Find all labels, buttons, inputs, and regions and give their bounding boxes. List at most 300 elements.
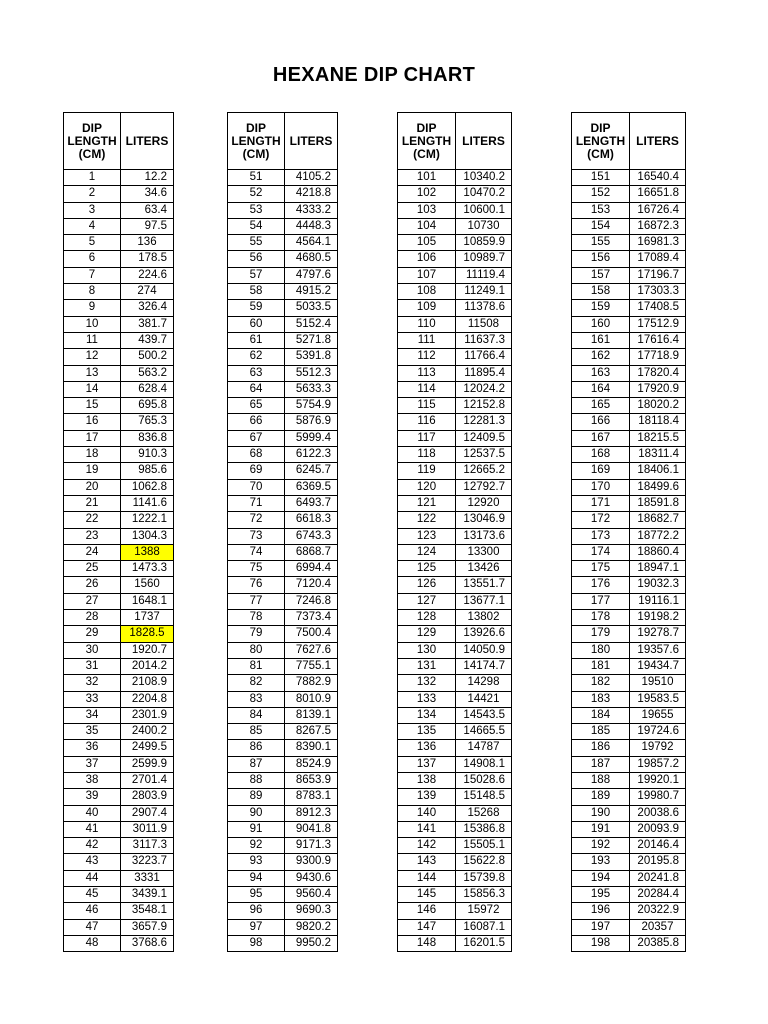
liters-cell: 13300 bbox=[456, 544, 512, 560]
dip-length-cell: 110 bbox=[398, 316, 456, 332]
table-row bbox=[398, 805, 512, 821]
table-row bbox=[228, 658, 338, 674]
table-row bbox=[64, 642, 174, 658]
table-row bbox=[64, 919, 174, 935]
liters-cell: 628.4 bbox=[121, 381, 174, 397]
table-row bbox=[64, 316, 174, 332]
table-row bbox=[64, 267, 174, 283]
dip-length-cell: 63 bbox=[228, 365, 285, 381]
table-row bbox=[398, 381, 512, 397]
liters-cell: 17089.4 bbox=[630, 251, 686, 267]
dip-length-cell: 46 bbox=[64, 903, 121, 919]
liters-cell: 15268 bbox=[456, 805, 512, 821]
liters-cell: 16540.4 bbox=[630, 170, 686, 186]
liters-cell: 34.6 bbox=[121, 186, 174, 202]
liters-cell: 15856.3 bbox=[456, 887, 512, 903]
table-row bbox=[228, 365, 338, 381]
liters-cell: 19032.3 bbox=[630, 577, 686, 593]
table-row bbox=[228, 235, 338, 251]
dip-length-cell: 8 bbox=[64, 284, 121, 300]
table-row bbox=[398, 463, 512, 479]
liters-cell: 5754.9 bbox=[285, 398, 338, 414]
table-row bbox=[228, 610, 338, 626]
liters-cell: 9950.2 bbox=[285, 935, 338, 951]
liters-cell: 20146.4 bbox=[630, 838, 686, 854]
table-row bbox=[64, 675, 174, 691]
dip-length-cell: 196 bbox=[572, 903, 630, 919]
liters-cell: 3439.1 bbox=[121, 887, 174, 903]
table-row bbox=[64, 381, 174, 397]
dip-length-cell: 113 bbox=[398, 365, 456, 381]
table-row bbox=[398, 251, 512, 267]
dip-length-cell: 178 bbox=[572, 610, 630, 626]
table-row bbox=[64, 479, 174, 495]
table-row bbox=[572, 170, 686, 186]
liters-cell: 3117.3 bbox=[121, 838, 174, 854]
dip-length-cell: 158 bbox=[572, 284, 630, 300]
liters-cell: 12792.7 bbox=[456, 479, 512, 495]
liters-cell-highlighted: 1388 bbox=[121, 544, 174, 560]
dip-length-cell: 22 bbox=[64, 512, 121, 528]
dip-length-cell: 21 bbox=[64, 495, 121, 511]
table-row bbox=[398, 398, 512, 414]
table-row bbox=[228, 349, 338, 365]
table-row bbox=[572, 805, 686, 821]
dip-length-cell: 5 bbox=[64, 235, 121, 251]
table-row bbox=[64, 838, 174, 854]
table-row bbox=[572, 479, 686, 495]
dip-length-cell: 114 bbox=[398, 381, 456, 397]
table-row bbox=[228, 332, 338, 348]
dip-length-cell: 29 bbox=[64, 626, 121, 642]
table-row bbox=[398, 658, 512, 674]
table-row bbox=[228, 414, 338, 430]
liters-cell: 15148.5 bbox=[456, 789, 512, 805]
dip-length-cell: 141 bbox=[398, 821, 456, 837]
dip-length-cell: 16 bbox=[64, 414, 121, 430]
liters-cell: 10470.2 bbox=[456, 186, 512, 202]
dip-length-cell: 164 bbox=[572, 381, 630, 397]
liters-cell: 97.5 bbox=[121, 218, 174, 234]
table-row bbox=[228, 512, 338, 528]
dip-length-cell: 30 bbox=[64, 642, 121, 658]
dip-length-cell: 43 bbox=[64, 854, 121, 870]
liters-cell: 2400.2 bbox=[121, 724, 174, 740]
dip-length-cell: 4 bbox=[64, 218, 121, 234]
table-row bbox=[64, 512, 174, 528]
liters-cell: 1222.1 bbox=[121, 512, 174, 528]
dip-length-cell: 140 bbox=[398, 805, 456, 821]
dip-length-cell: 97 bbox=[228, 919, 285, 935]
liters-cell: 9041.8 bbox=[285, 821, 338, 837]
dip-length-cell: 180 bbox=[572, 642, 630, 658]
table-row bbox=[398, 479, 512, 495]
liters-cell: 15972 bbox=[456, 903, 512, 919]
dip-length-cell: 147 bbox=[398, 919, 456, 935]
liters-cell: 2907.4 bbox=[121, 805, 174, 821]
table-row bbox=[228, 642, 338, 658]
dip-length-cell: 171 bbox=[572, 495, 630, 511]
liters-cell: 10730 bbox=[456, 218, 512, 234]
liters-cell: 17196.7 bbox=[630, 267, 686, 283]
table-row bbox=[572, 919, 686, 935]
dip-length-cell: 66 bbox=[228, 414, 285, 430]
table-row bbox=[572, 202, 686, 218]
dip-length-cell: 60 bbox=[228, 316, 285, 332]
table-row bbox=[228, 870, 338, 886]
dip-length-cell: 135 bbox=[398, 724, 456, 740]
table-row bbox=[572, 561, 686, 577]
liters-cell: 910.3 bbox=[121, 447, 174, 463]
dip-length-cell: 83 bbox=[228, 691, 285, 707]
dip-length-cell: 42 bbox=[64, 838, 121, 854]
dip-length-cell: 52 bbox=[228, 186, 285, 202]
liters-cell: 985.6 bbox=[121, 463, 174, 479]
liters-cell: 8139.1 bbox=[285, 707, 338, 723]
liters-cell: 9171.3 bbox=[285, 838, 338, 854]
liters-cell: 15505.1 bbox=[456, 838, 512, 854]
table-row bbox=[572, 218, 686, 234]
liters-cell: 13551.7 bbox=[456, 577, 512, 593]
table-row bbox=[572, 381, 686, 397]
table-row bbox=[398, 349, 512, 365]
table-row bbox=[64, 284, 174, 300]
liters-cell: 6868.7 bbox=[285, 544, 338, 560]
liters-cell: 18947.1 bbox=[630, 561, 686, 577]
liters-cell: 7755.1 bbox=[285, 658, 338, 674]
table-row bbox=[64, 414, 174, 430]
table-row bbox=[572, 495, 686, 511]
table-row bbox=[228, 479, 338, 495]
liters-cell: 13426 bbox=[456, 561, 512, 577]
dip-length-cell: 71 bbox=[228, 495, 285, 511]
liters-cell: 6994.4 bbox=[285, 561, 338, 577]
liters-cell: 8390.1 bbox=[285, 740, 338, 756]
liters-cell: 14174.7 bbox=[456, 658, 512, 674]
dip-length-cell: 111 bbox=[398, 332, 456, 348]
dip-length-cell: 82 bbox=[228, 675, 285, 691]
table-row bbox=[398, 284, 512, 300]
liters-cell: 7120.4 bbox=[285, 577, 338, 593]
liters-cell: 765.3 bbox=[121, 414, 174, 430]
dip-length-cell: 6 bbox=[64, 251, 121, 267]
table-row bbox=[228, 284, 338, 300]
table-row bbox=[572, 512, 686, 528]
liters-cell: 9430.6 bbox=[285, 870, 338, 886]
table-row bbox=[572, 544, 686, 560]
liters-cell: 6493.7 bbox=[285, 495, 338, 511]
table-row bbox=[398, 593, 512, 609]
dip-length-cell: 72 bbox=[228, 512, 285, 528]
table-row bbox=[64, 691, 174, 707]
table-row bbox=[572, 447, 686, 463]
dip-length-cell: 11 bbox=[64, 332, 121, 348]
dip-length-cell: 165 bbox=[572, 398, 630, 414]
table-row bbox=[572, 267, 686, 283]
dip-length-cell: 194 bbox=[572, 870, 630, 886]
liters-cell: 13802 bbox=[456, 610, 512, 626]
dip-length-cell: 54 bbox=[228, 218, 285, 234]
liters-cell: 3223.7 bbox=[121, 854, 174, 870]
dip-length-cell: 193 bbox=[572, 854, 630, 870]
liters-cell: 9300.9 bbox=[285, 854, 338, 870]
dip-length-cell: 182 bbox=[572, 675, 630, 691]
liters-cell: 20357 bbox=[630, 919, 686, 935]
table-row bbox=[228, 202, 338, 218]
table-row bbox=[572, 887, 686, 903]
table-row bbox=[64, 430, 174, 446]
table-row bbox=[398, 756, 512, 772]
table-row bbox=[398, 316, 512, 332]
liters-cell: 18406.1 bbox=[630, 463, 686, 479]
dip-length-cell: 13 bbox=[64, 365, 121, 381]
dip-length-cell: 62 bbox=[228, 349, 285, 365]
dip-length-cell: 38 bbox=[64, 772, 121, 788]
dip-length-cell: 174 bbox=[572, 544, 630, 560]
liters-cell: 17920.9 bbox=[630, 381, 686, 397]
table-row bbox=[64, 447, 174, 463]
dip-length-cell: 14 bbox=[64, 381, 121, 397]
liters-cell: 11895.4 bbox=[456, 365, 512, 381]
table-row bbox=[228, 447, 338, 463]
dip-length-cell: 28 bbox=[64, 610, 121, 626]
table-row bbox=[572, 593, 686, 609]
liters-cell: 1473.3 bbox=[121, 561, 174, 577]
table-row bbox=[398, 691, 512, 707]
liters-cell: 12152.8 bbox=[456, 398, 512, 414]
dip-table-2 bbox=[227, 112, 338, 952]
table-row bbox=[64, 300, 174, 316]
liters-cell: 4333.2 bbox=[285, 202, 338, 218]
dip-length-cell: 93 bbox=[228, 854, 285, 870]
liters-cell: 63.4 bbox=[121, 202, 174, 218]
table-row bbox=[572, 251, 686, 267]
dip-length-cell: 127 bbox=[398, 593, 456, 609]
dip-length-cell: 68 bbox=[228, 447, 285, 463]
dip-length-cell: 94 bbox=[228, 870, 285, 886]
liters-cell: 5033.5 bbox=[285, 300, 338, 316]
liters-cell: 4564.1 bbox=[285, 235, 338, 251]
table-row bbox=[572, 854, 686, 870]
dip-length-cell: 173 bbox=[572, 528, 630, 544]
liters-cell: 18499.6 bbox=[630, 479, 686, 495]
dip-length-cell: 112 bbox=[398, 349, 456, 365]
dip-length-cell: 134 bbox=[398, 707, 456, 723]
table-row bbox=[398, 235, 512, 251]
liters-cell: 17408.5 bbox=[630, 300, 686, 316]
table-row bbox=[228, 495, 338, 511]
table-row bbox=[398, 821, 512, 837]
dip-length-cell: 86 bbox=[228, 740, 285, 756]
table-row bbox=[64, 593, 174, 609]
table-row bbox=[64, 887, 174, 903]
table-row bbox=[228, 577, 338, 593]
table-row bbox=[398, 935, 512, 951]
dip-length-cell: 155 bbox=[572, 235, 630, 251]
liters-cell: 19792 bbox=[630, 740, 686, 756]
dip-length-cell: 20 bbox=[64, 479, 121, 495]
table-row bbox=[398, 512, 512, 528]
liters-cell: 3548.1 bbox=[121, 903, 174, 919]
table-row bbox=[64, 218, 174, 234]
table-row bbox=[398, 170, 512, 186]
dip-length-cell: 122 bbox=[398, 512, 456, 528]
table-row bbox=[398, 495, 512, 511]
liters-cell: 8653.9 bbox=[285, 772, 338, 788]
table-row bbox=[398, 707, 512, 723]
dip-length-cell: 89 bbox=[228, 789, 285, 805]
liters-cell: 2301.9 bbox=[121, 707, 174, 723]
liters-cell: 15386.8 bbox=[456, 821, 512, 837]
table-row bbox=[398, 740, 512, 756]
table-row bbox=[398, 642, 512, 658]
table-row bbox=[228, 707, 338, 723]
liters-cell: 695.8 bbox=[121, 398, 174, 414]
dip-length-cell: 107 bbox=[398, 267, 456, 283]
dip-length-cell: 188 bbox=[572, 772, 630, 788]
dip-length-cell: 116 bbox=[398, 414, 456, 430]
table-row bbox=[398, 870, 512, 886]
dip-length-cell: 87 bbox=[228, 756, 285, 772]
dip-length-cell: 138 bbox=[398, 772, 456, 788]
liters-cell: 2108.9 bbox=[121, 675, 174, 691]
dip-length-header: DIP LENGTH (CM) bbox=[64, 113, 121, 170]
liters-cell: 11249.1 bbox=[456, 284, 512, 300]
table-row bbox=[398, 267, 512, 283]
table-row bbox=[572, 724, 686, 740]
liters-cell: 19724.6 bbox=[630, 724, 686, 740]
dip-length-cell: 117 bbox=[398, 430, 456, 446]
table-row bbox=[228, 186, 338, 202]
liters-cell: 2499.5 bbox=[121, 740, 174, 756]
table-row bbox=[64, 724, 174, 740]
table-row bbox=[572, 430, 686, 446]
liters-cell: 16087.1 bbox=[456, 919, 512, 935]
liters-cell: 19920.1 bbox=[630, 772, 686, 788]
liters-cell: 5391.8 bbox=[285, 349, 338, 365]
liters-cell: 8267.5 bbox=[285, 724, 338, 740]
dip-length-cell: 177 bbox=[572, 593, 630, 609]
liters-cell: 7373.4 bbox=[285, 610, 338, 626]
table-row bbox=[398, 838, 512, 854]
liters-cell: 500.2 bbox=[121, 349, 174, 365]
dip-length-cell: 61 bbox=[228, 332, 285, 348]
dip-length-cell: 170 bbox=[572, 479, 630, 495]
table-row bbox=[228, 170, 338, 186]
table-row bbox=[398, 202, 512, 218]
table-row bbox=[572, 740, 686, 756]
dip-length-cell: 154 bbox=[572, 218, 630, 234]
dip-length-cell: 41 bbox=[64, 821, 121, 837]
table-row bbox=[572, 691, 686, 707]
dip-length-cell: 131 bbox=[398, 658, 456, 674]
dip-length-cell: 3 bbox=[64, 202, 121, 218]
dip-length-cell: 142 bbox=[398, 838, 456, 854]
liters-cell: 6369.5 bbox=[285, 479, 338, 495]
liters-cell: 2599.9 bbox=[121, 756, 174, 772]
liters-cell: 12537.5 bbox=[456, 447, 512, 463]
table-row bbox=[572, 414, 686, 430]
dip-length-cell: 115 bbox=[398, 398, 456, 414]
liters-cell: 19357.6 bbox=[630, 642, 686, 658]
liters-cell: 178.5 bbox=[121, 251, 174, 267]
dip-length-cell: 77 bbox=[228, 593, 285, 609]
dip-length-cell: 181 bbox=[572, 658, 630, 674]
dip-length-cell: 162 bbox=[572, 349, 630, 365]
table-row bbox=[572, 935, 686, 951]
dip-length-cell: 191 bbox=[572, 821, 630, 837]
liters-cell: 8524.9 bbox=[285, 756, 338, 772]
table-row bbox=[572, 756, 686, 772]
liters-cell: 11508 bbox=[456, 316, 512, 332]
table-row bbox=[398, 528, 512, 544]
dip-length-cell: 169 bbox=[572, 463, 630, 479]
dip-length-cell: 143 bbox=[398, 854, 456, 870]
table-row bbox=[572, 772, 686, 788]
liters-cell: 14543.5 bbox=[456, 707, 512, 723]
liters-cell: 16981.3 bbox=[630, 235, 686, 251]
table-row bbox=[64, 756, 174, 772]
liters-cell: 20241.8 bbox=[630, 870, 686, 886]
liters-cell: 10600.1 bbox=[456, 202, 512, 218]
dip-length-cell: 57 bbox=[228, 267, 285, 283]
liters-cell: 14665.5 bbox=[456, 724, 512, 740]
dip-length-cell: 186 bbox=[572, 740, 630, 756]
liters-cell: 1062.8 bbox=[121, 479, 174, 495]
table-row bbox=[572, 838, 686, 854]
dip-length-cell: 151 bbox=[572, 170, 630, 186]
table-row bbox=[572, 707, 686, 723]
table-row bbox=[572, 642, 686, 658]
liters-cell: 4105.2 bbox=[285, 170, 338, 186]
dip-length-header: DIP LENGTH (CM) bbox=[572, 113, 630, 170]
dip-length-cell: 15 bbox=[64, 398, 121, 414]
dip-length-cell: 39 bbox=[64, 789, 121, 805]
liters-cell: 13677.1 bbox=[456, 593, 512, 609]
dip-length-cell: 35 bbox=[64, 724, 121, 740]
liters-cell: 13926.6 bbox=[456, 626, 512, 642]
dip-length-cell: 192 bbox=[572, 838, 630, 854]
table-row bbox=[64, 251, 174, 267]
table-row bbox=[228, 789, 338, 805]
dip-length-cell: 76 bbox=[228, 577, 285, 593]
dip-length-cell: 84 bbox=[228, 707, 285, 723]
table-row bbox=[64, 463, 174, 479]
dip-length-cell: 10 bbox=[64, 316, 121, 332]
dip-length-cell: 25 bbox=[64, 561, 121, 577]
table-row bbox=[64, 561, 174, 577]
dip-length-cell: 148 bbox=[398, 935, 456, 951]
table-row bbox=[64, 789, 174, 805]
dip-length-cell: 123 bbox=[398, 528, 456, 544]
dip-length-cell: 108 bbox=[398, 284, 456, 300]
dip-length-cell: 79 bbox=[228, 626, 285, 642]
dip-length-cell: 120 bbox=[398, 479, 456, 495]
table-row bbox=[228, 267, 338, 283]
liters-cell: 5633.3 bbox=[285, 381, 338, 397]
dip-length-cell: 118 bbox=[398, 447, 456, 463]
table-row bbox=[228, 772, 338, 788]
liters-cell: 6618.3 bbox=[285, 512, 338, 528]
dip-length-cell: 80 bbox=[228, 642, 285, 658]
table-row bbox=[228, 805, 338, 821]
liters-cell: 1141.6 bbox=[121, 495, 174, 511]
liters-cell: 11119.4 bbox=[456, 267, 512, 283]
liters-cell: 17718.9 bbox=[630, 349, 686, 365]
liters-cell: 8912.3 bbox=[285, 805, 338, 821]
liters-cell: 4448.3 bbox=[285, 218, 338, 234]
liters-cell: 10340.2 bbox=[456, 170, 512, 186]
